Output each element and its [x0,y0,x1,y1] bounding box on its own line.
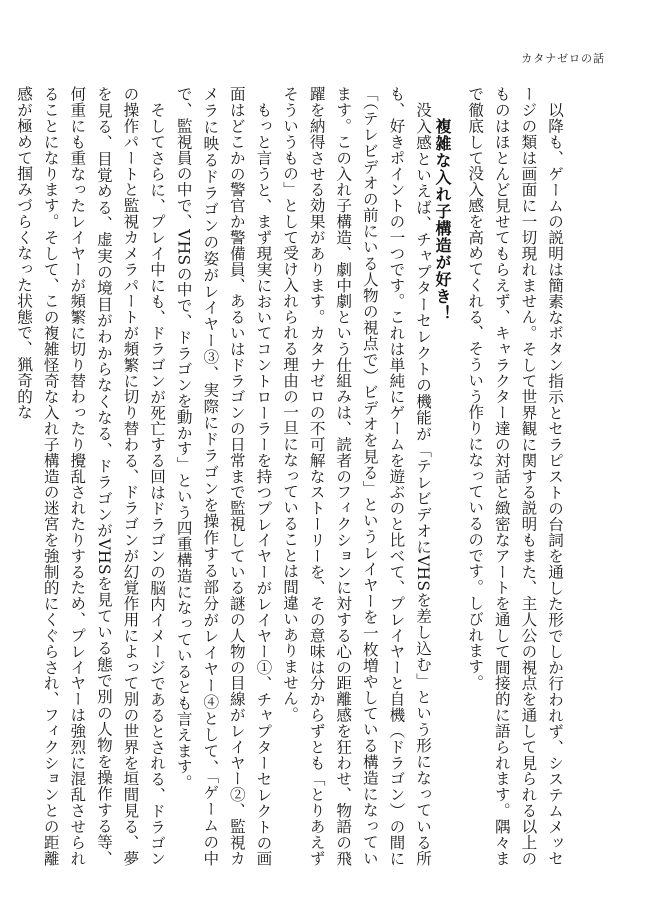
paragraph-1: 以降も、ゲームの説明は簡素なボタン指示とセラピストの台詞を通した形でしか行われず、システムメッセージの類は画面に一切現れません。そして世界観に関する説明もまた、主人公の視点を通して見られる以上のものはほとんど見せてもらえず、キャラクター達の対話と緻密なアートを通して間接的に語られます。隅々まで徹底して没入感を高めてくれる、そういう作りになっているのです。しびれます。 [466,86,564,866]
running-title: カタナゼロの話 [521,52,605,65]
paragraph-3: もっと言うと、まず現実においてコントローラーを持つプレイヤーがレイヤー①、チャプターセレクトの画面はどこかの警官か警備員、あるいはドラゴンの日常まで監視している謎の人物の目線がレイヤー②、監視カメラに映るドラゴンの姿がレイヤー③、実際にドラゴンを操作する部分がレイヤー④として、「ゲームの中で、監視員の中で、VHSの中で、ドラゴンを動かす」という四重構造になっているとも言えます。 [174,86,273,866]
paragraph-2: 没入感といえば、チャプターセレクトの機能が「テレビデオにVHSを差し込む」という形になっている所も、好きポイントの一つです。これは単純にゲームを遊ぶのと比べて、プレイヤーと自機（ドラゴン）の間に「（テレビデオの前にいる人物の視点で）ビデオを見る」というレイヤーを一枚増やしている構造になっています。この入れ子構造、劇中劇という仕組みは、読者のフィクションに対する心の距離感を狂わせ、物語の飛躍を納得させる効果があります。カタナゼロの不可解なストーリーを、その意味は分からずとも「とりあえずそういうもの」として受け入れられる理由の一旦になっていることは間違いありません。 [281,86,432,866]
section-heading: 複雑な入れ子構造が好き！ [433,118,452,322]
body-text-middle [15,86,436,866]
paragraph-4: そしてさらに、プレイ中にも、ドラゴンが死亡する回はドラゴンの脳内イメージであるとされる、ドラゴンの操作パートと監視カメラパートが頻繁に切り替わる、ドラゴンが幻覚作用によって別の世界を垣間見る、夢を見る、目覚める、虚実の境目がわからなくなる、ドラゴンがVHSを見ている態で別の人物を操作する等、何重にも重なったレイヤーが頻繁に切り替わったり攪乱されたりするため、プレイヤーは強烈に混乱させられることになります。そして、この複雑怪奇な入れ子構造の迷宮を強制的にくぐらされ、フィクションとの距離感が極めて掴みづらくなった状態で、猟奇的な [15,86,167,866]
